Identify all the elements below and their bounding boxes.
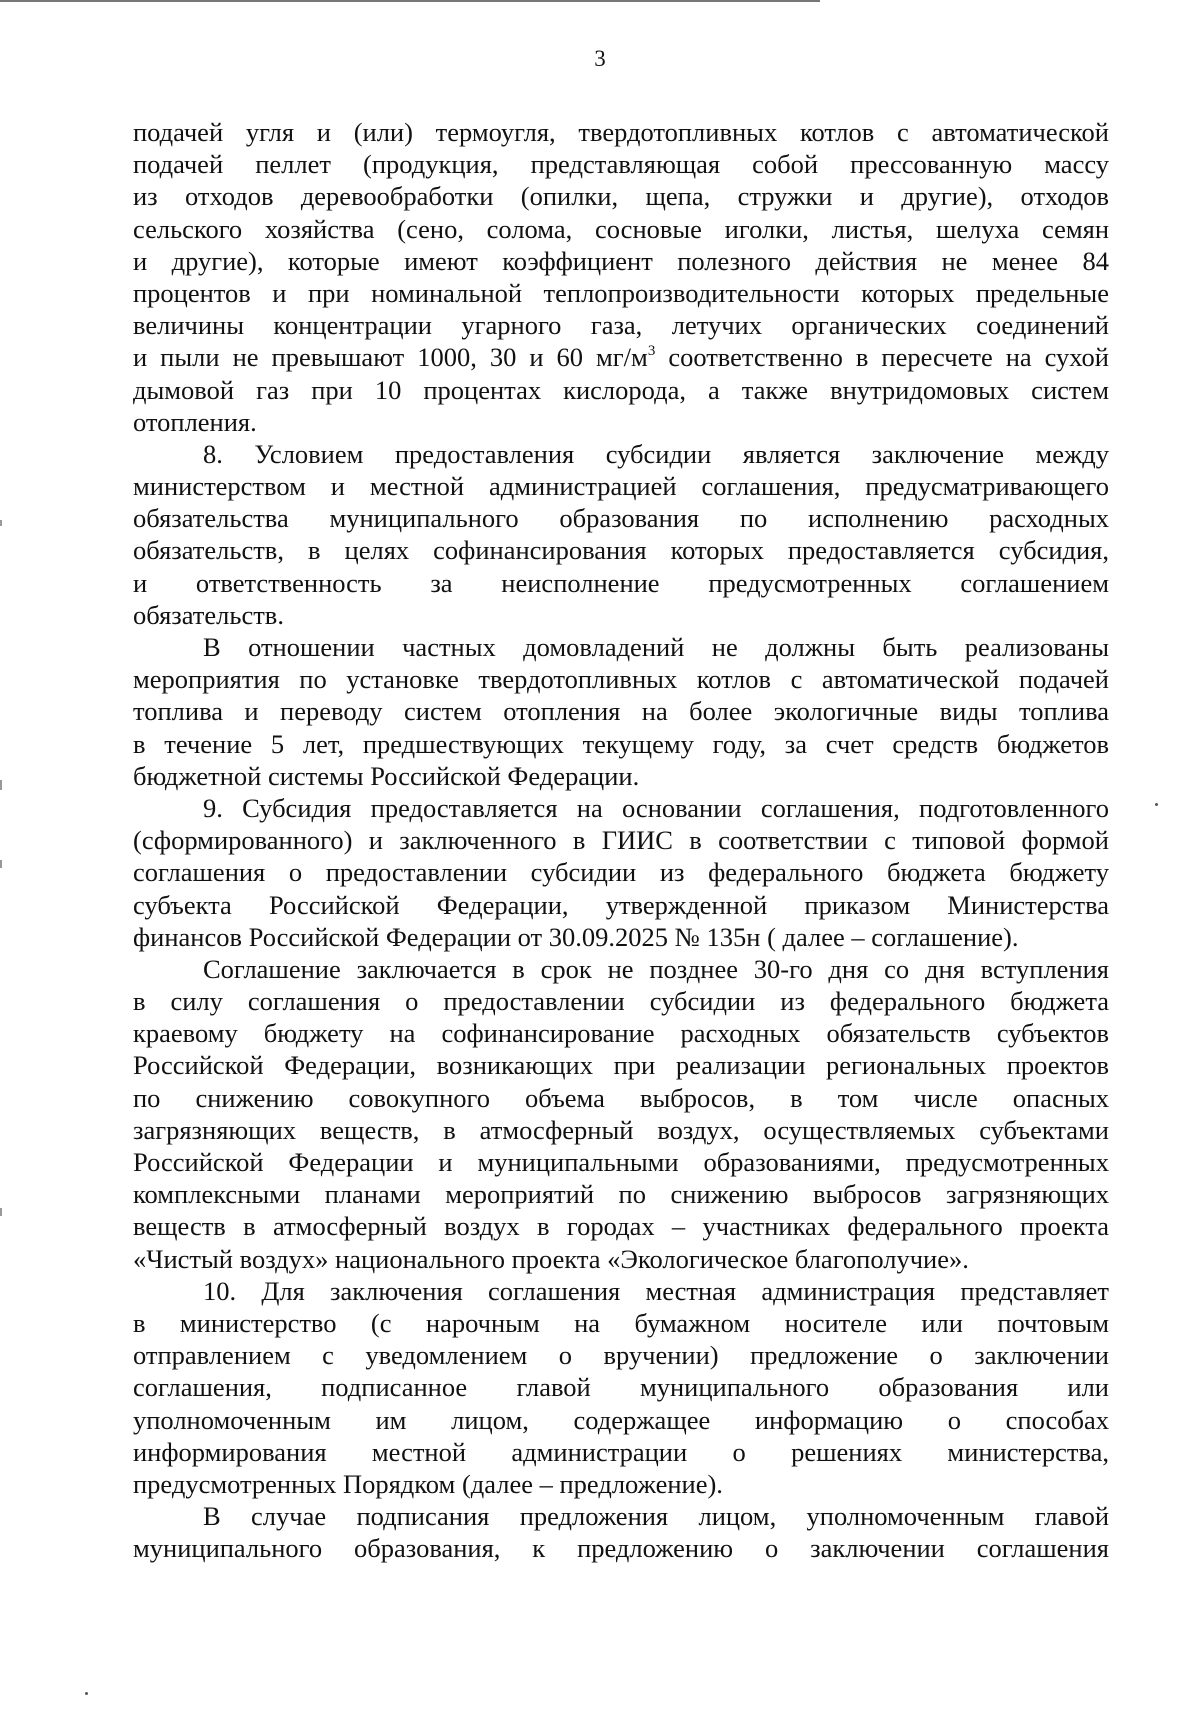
text-line: дымовой газ при 10 процентах кислорода, а также внутридомовых систем [133,374,1109,405]
text-line: по снижению совокупного объема выбросов, в том числе опасных [133,1082,1109,1113]
text-line: обязательства муниципального образования по исполнению расходных [133,503,1109,534]
text-line: министерством и местной администрацией соглашения, предусматривающего [133,471,1109,502]
text-line: величины концентрации угарного газа, летучих органических соединений [133,310,1109,341]
scan-edge-mark [0,780,2,790]
text-line: 8. Условием предоставления субсидии является заключение между [203,438,1109,469]
text-fragment: соответственно в пересчете на сухой [655,342,1109,373]
text-line: в течение 5 лет, предшествующих текущему году, за счет средств бюджетов [133,728,1109,759]
text-line: подачей пеллет (продукция, представляющая собой прессованную массу [133,149,1109,180]
text-line: «Чистый воздух» национального проекта «Экологическое благополучие». [133,1243,969,1274]
text-line: (сформированного) и заключенного в ГИИС в соответствии с типовой формой [133,825,1109,856]
text-line: процентов и при номинальной теплопроизводительности которых предельные [133,277,1109,308]
text-line: мероприятия по установке твердотопливных котлов с автоматической подачей [133,664,1109,695]
paragraph-10 [133,1275,1109,1500]
document-body [133,116,1109,1564]
text-line: 10. Для заключения соглашения местная администрация представляет [203,1275,1109,1306]
text-line: отопления. [133,406,257,437]
text-line: и ответственность за неисполнение предусмотренных соглашением [133,567,1109,598]
text-line: комплексными планами мероприятий по снижению выбросов загрязняющих [133,1179,1109,1210]
text-line: отправлением с уведомлением о вручении) предложение о заключении [133,1340,1109,1371]
superscript: 3 [647,343,656,360]
text-line: в министерство (с нарочным на бумажном носителе или почтовым [133,1307,1109,1338]
text-line: В случае подписания предложения лицом, уполномоченным главой [203,1501,1109,1532]
paragraph-9-agreement-term [133,953,1109,1275]
text-fragment: и пыли не превышают 1000, 30 и 60 мг/м [133,342,648,373]
page-number: 3 [594,46,606,71]
text-line: уполномоченным им лицом, содержащее информацию о способах [133,1404,1109,1435]
text-line: субъекта Российской Федерации, утвержденной приказом Министерства [133,889,1109,920]
text-line: веществ в атмосферный воздух в городах – участниках федерального проекта [133,1211,1109,1242]
text-line: Российской Федерации, возникающих при реализации региональных проектов [133,1050,1109,1081]
text-line-with-superscript [133,341,1109,373]
text-line: сельского хозяйства (сено, солома, сосновые иголки, листья, шелуха семян [133,213,1109,244]
text-line: Соглашение заключается в срок не позднее 30-го дня со дня вступления [203,953,1109,984]
text-line: в силу соглашения о предоставлении субсидии из федерального бюджета [133,986,1109,1017]
paragraph-continuation [133,116,1109,438]
text-line: В отношении частных домовладений не должны быть реализованы [203,632,1109,662]
paragraph-9 [133,792,1109,953]
text-line: предусмотренных Порядком (далее – предложение). [133,1468,723,1499]
text-line: обязательств. [133,599,284,630]
paragraph-8-private-households [133,631,1109,792]
text-line: соглашения, подписанное главой муниципального образования или [133,1372,1109,1403]
text-line: и другие), которые имеют коэффициент полезного действия не менее 84 [133,245,1109,276]
text-line: обязательств, в целях софинансирования которых предоставляется субсидия, [133,535,1109,566]
text-line: загрязняющих веществ, в атмосферный воздух, осуществляемых субъектами [133,1114,1109,1145]
scan-speck [1155,803,1158,806]
scan-speck [85,1692,88,1695]
text-line: бюджетной системы Российской Федерации. [133,760,640,791]
scan-edge-mark [0,860,2,868]
text-line: 9. Субсидия предоставляется на основании соглашения, подготовленного [203,792,1109,823]
paragraph-8 [133,438,1109,631]
scan-edge-mark [0,1208,2,1216]
text-line: информирования местной администрации о решениях министерства, [133,1436,1109,1467]
text-line: краевому бюджету на софинансирование расходных обязательств субъектов [133,1018,1109,1049]
scan-edge-mark [0,520,2,526]
top-rule [0,0,820,2]
text-line: муниципального образования, к предложению о заключении соглашения [133,1533,1109,1564]
text-line: топлива и переводу систем отопления на более экологичные виды топлива [133,696,1109,727]
text-line: соглашения о предоставлении субсидии из федерального бюджета бюджету [133,857,1109,888]
text-line: из отходов деревообработки (опилки, щепа, стружки и другие), отходов [133,181,1109,212]
text-line: финансов Российской Федерации от 30.09.2025 № 135н ( далее – соглашение). [133,921,1019,952]
text-line: подачей угля и (или) термоугля, твердотопливных котлов с автоматической [133,117,1109,147]
paragraph-10-signing [133,1500,1109,1564]
text-line: Российской Федерации и муниципальными образованиями, предусмотренных [133,1147,1109,1177]
